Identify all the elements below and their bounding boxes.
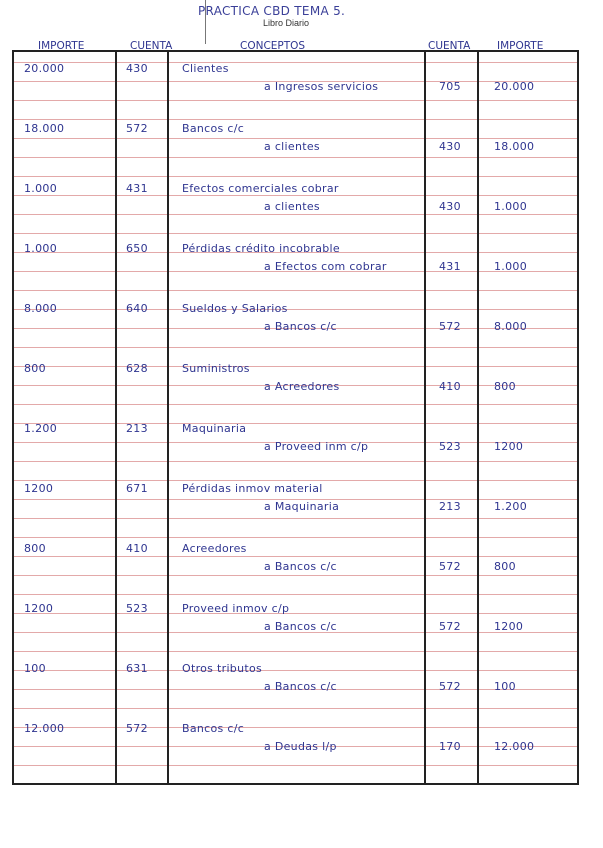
- credit-concept: a Bancos c/c: [264, 680, 337, 693]
- debit-concept: Suministros: [182, 362, 250, 375]
- credit-account: 705: [439, 80, 461, 93]
- journal-entry: [14, 358, 577, 418]
- debit-concept: Sueldos y Salarios: [182, 302, 288, 315]
- debit-amount: 18.000: [24, 122, 65, 135]
- debit-amount: 100: [24, 662, 46, 675]
- credit-account: 523: [439, 440, 461, 453]
- credit-amount: 12.000: [494, 740, 535, 753]
- debit-concept: Pérdidas inmov material: [182, 482, 323, 495]
- credit-amount: 800: [494, 560, 516, 573]
- credit-amount: 1.200: [494, 500, 527, 513]
- header-cuenta-left: CUENTA: [130, 40, 173, 52]
- page-subtitle: Libro Diario: [263, 18, 310, 28]
- debit-concept: Clientes: [182, 62, 229, 75]
- credit-concept: a Bancos c/c: [264, 560, 337, 573]
- journal-entry: [14, 58, 577, 118]
- credit-account: 430: [439, 200, 461, 213]
- credit-concept: a Deudas l/p: [264, 740, 337, 753]
- credit-concept: a clientes: [264, 200, 320, 213]
- credit-amount: 1.000: [494, 200, 527, 213]
- debit-concept: Otros tributos: [182, 662, 263, 675]
- debit-concept: Acreedores: [182, 542, 247, 555]
- journal-entry: [14, 658, 577, 718]
- journal-entry: [14, 178, 577, 238]
- credit-amount: 1200: [494, 620, 524, 633]
- credit-account: 572: [439, 320, 461, 333]
- debit-concept: Maquinaria: [182, 422, 247, 435]
- debit-account: 430: [126, 62, 148, 75]
- debit-account: 523: [126, 602, 148, 615]
- credit-amount: 20.000: [494, 80, 535, 93]
- debit-account: 431: [126, 182, 148, 195]
- header-cuenta-right: CUENTA: [428, 40, 471, 52]
- credit-account: 410: [439, 380, 461, 393]
- credit-amount: 100: [494, 680, 516, 693]
- journal-entry: [14, 238, 577, 298]
- debit-concept: Bancos c/c: [182, 722, 245, 735]
- debit-amount: 800: [24, 362, 46, 375]
- credit-concept: a Efectos com cobrar: [264, 260, 387, 273]
- debit-account: 572: [126, 722, 148, 735]
- debit-account: 650: [126, 242, 148, 255]
- debit-account: 671: [126, 482, 148, 495]
- credit-account: 572: [439, 680, 461, 693]
- journal-entry: [14, 718, 577, 778]
- credit-account: 572: [439, 620, 461, 633]
- debit-account: 631: [126, 662, 148, 675]
- debit-concept: Efectos comerciales cobrar: [182, 182, 339, 195]
- debit-concept: Bancos c/c: [182, 122, 245, 135]
- credit-concept: a Maquinaria: [264, 500, 340, 513]
- journal-entry: [14, 418, 577, 478]
- credit-concept: a Bancos c/c: [264, 620, 337, 633]
- page-title: PRACTICA CBD TEMA 5.: [198, 4, 346, 18]
- journal-entry: [14, 298, 577, 358]
- debit-amount: 1200: [24, 602, 54, 615]
- debit-account: 628: [126, 362, 148, 375]
- credit-account: 431: [439, 260, 461, 273]
- journal-entry: [14, 598, 577, 658]
- credit-amount: 1200: [494, 440, 524, 453]
- debit-amount: 8.000: [24, 302, 57, 315]
- debit-amount: 800: [24, 542, 46, 555]
- credit-concept: a Proveed inm c/p: [264, 440, 369, 453]
- credit-concept: a clientes: [264, 140, 320, 153]
- credit-account: 572: [439, 560, 461, 573]
- debit-concept: Proveed inmov c/p: [182, 602, 290, 615]
- credit-concept: a Acreedores: [264, 380, 340, 393]
- debit-concept: Pérdidas crédito incobrable: [182, 242, 340, 255]
- journal-entry: [14, 478, 577, 538]
- debit-account: 410: [126, 542, 148, 555]
- debit-amount: 12.000: [24, 722, 65, 735]
- debit-account: 572: [126, 122, 148, 135]
- journal-entry: [14, 538, 577, 598]
- debit-account: 640: [126, 302, 148, 315]
- debit-account: 213: [126, 422, 148, 435]
- header-importe-right: IMPORTE: [497, 40, 544, 52]
- credit-amount: 1.000: [494, 260, 527, 273]
- credit-amount: 8.000: [494, 320, 527, 333]
- debit-amount: 1200: [24, 482, 54, 495]
- header-importe-left: IMPORTE: [38, 40, 85, 52]
- credit-account: 213: [439, 500, 461, 513]
- debit-amount: 1.000: [24, 242, 57, 255]
- credit-amount: 800: [494, 380, 516, 393]
- debit-amount: 1.200: [24, 422, 57, 435]
- credit-concept: a Bancos c/c: [264, 320, 337, 333]
- credit-amount: 18.000: [494, 140, 535, 153]
- debit-amount: 1.000: [24, 182, 57, 195]
- header-conceptos: CONCEPTOS: [240, 40, 306, 52]
- credit-account: 170: [439, 740, 461, 753]
- debit-amount: 20.000: [24, 62, 65, 75]
- credit-concept: a Ingresos servicios: [264, 80, 379, 93]
- credit-account: 430: [439, 140, 461, 153]
- journal-ledger: [12, 50, 579, 785]
- journal-entry: [14, 118, 577, 178]
